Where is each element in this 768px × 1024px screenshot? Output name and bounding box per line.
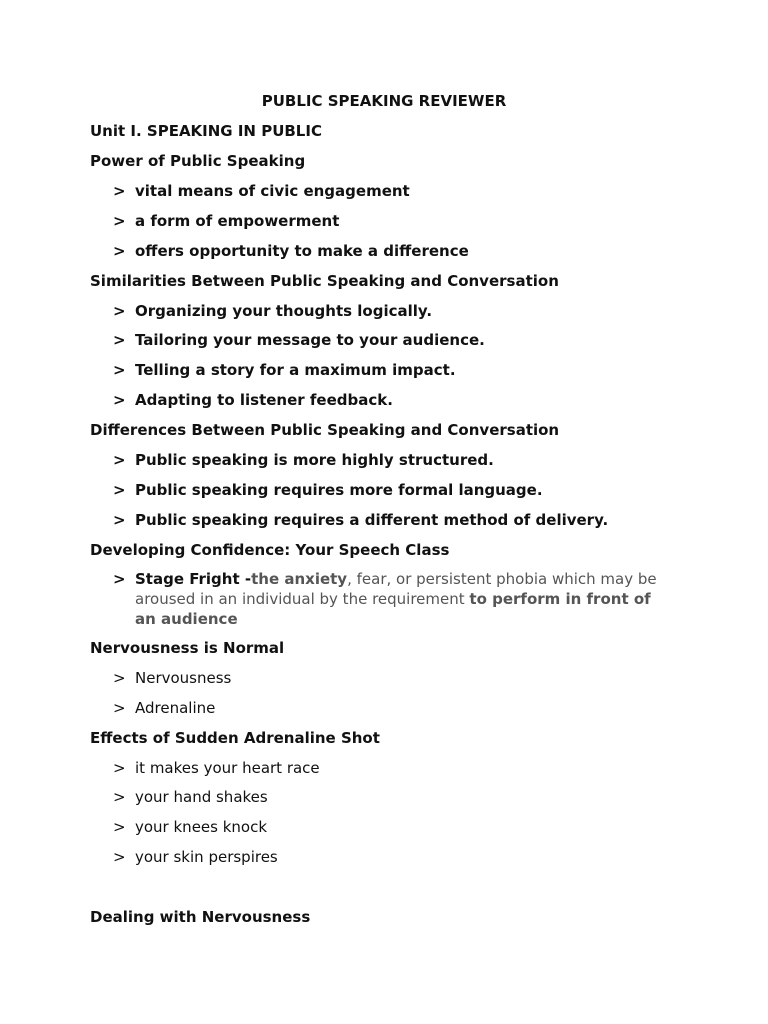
bullet-marker: > <box>113 570 126 588</box>
list-item <box>113 450 673 470</box>
bullet-marker: > <box>113 848 126 866</box>
list-item-text: Nervousness <box>135 669 232 687</box>
list-item <box>113 847 673 867</box>
list-item-text: Public speaking requires more formal language. <box>135 481 543 499</box>
bullet-marker: > <box>113 331 126 349</box>
list-item-text: Organizing your thoughts logically. <box>135 302 433 320</box>
stage-fright-definition <box>135 569 673 629</box>
list-item <box>113 698 673 718</box>
stage-fright-body: , fear, or persistent phobia which may be aroused in an individual by the requirement <box>135 570 657 608</box>
list-item <box>113 510 673 530</box>
list-item <box>113 668 673 688</box>
list-item <box>113 817 673 837</box>
list-item-text: a form of empowerment <box>135 212 340 230</box>
stage-fright-emphasis-1: the anxiety <box>251 570 348 588</box>
bullet-marker: > <box>113 669 126 687</box>
bullet-marker: > <box>113 481 126 499</box>
list-item <box>113 181 673 201</box>
bullet-marker: > <box>113 212 126 230</box>
bullet-marker: > <box>113 699 126 717</box>
stage-fright-term: Stage Fright - <box>135 570 252 588</box>
list-item-text: your hand shakes <box>135 788 268 806</box>
list-item <box>113 390 673 410</box>
bullet-marker: > <box>113 451 126 469</box>
bullet-marker: > <box>113 391 126 409</box>
bullet-marker: > <box>113 361 126 379</box>
section-heading-power: Power of Public Speaking <box>90 152 306 170</box>
bullet-marker: > <box>113 759 126 777</box>
list-item-text: vital means of civic engagement <box>135 182 410 200</box>
list-item <box>113 480 673 500</box>
list-item-text: Public speaking is more highly structured. <box>135 451 494 469</box>
bullet-marker: > <box>113 302 126 320</box>
list-item-text: Telling a story for a maximum impact. <box>135 361 456 379</box>
bullet-marker: > <box>113 788 126 806</box>
section-heading-effects: Effects of Sudden Adrenaline Shot <box>90 729 380 747</box>
list-item <box>113 787 673 807</box>
list-item-text: it makes your heart race <box>135 759 320 777</box>
bullet-marker: > <box>113 818 126 836</box>
list-item-text: your knees knock <box>135 818 268 836</box>
list-item-text: Adrenaline <box>135 699 216 717</box>
bullet-marker: > <box>113 242 126 260</box>
unit-heading: Unit I. SPEAKING IN PUBLIC <box>90 122 322 140</box>
section-heading-nervousness: Nervousness is Normal <box>90 639 285 657</box>
list-item <box>113 211 673 231</box>
bullet-marker: > <box>113 511 126 529</box>
bullet-marker: > <box>113 182 126 200</box>
section-heading-differences: Differences Between Public Speaking and Conversation <box>90 421 560 439</box>
section-heading-similarities: Similarities Between Public Speaking and Conversation <box>90 272 559 290</box>
section-heading-confidence: Developing Confidence: Your Speech Class <box>90 541 450 559</box>
list-item-text: Tailoring your message to your audience. <box>135 331 485 349</box>
document-title: PUBLIC SPEAKING REVIEWER <box>261 92 507 110</box>
list-item-text: offers opportunity to make a difference <box>135 242 469 260</box>
list-item-text: Adapting to listener feedback. <box>135 391 393 409</box>
list-item <box>113 330 673 350</box>
list-item-text: Public speaking requires a different method of delivery. <box>135 511 609 529</box>
list-item-text: your skin perspires <box>135 848 278 866</box>
stage-fright-emphasis-2: to perform in front of an audience <box>135 590 651 628</box>
list-item <box>113 758 673 778</box>
list-item <box>113 301 673 321</box>
list-item <box>113 241 673 261</box>
section-heading-dealing: Dealing with Nervousness <box>90 908 311 926</box>
list-item <box>113 360 673 380</box>
list-item-stage-fright <box>113 569 673 629</box>
